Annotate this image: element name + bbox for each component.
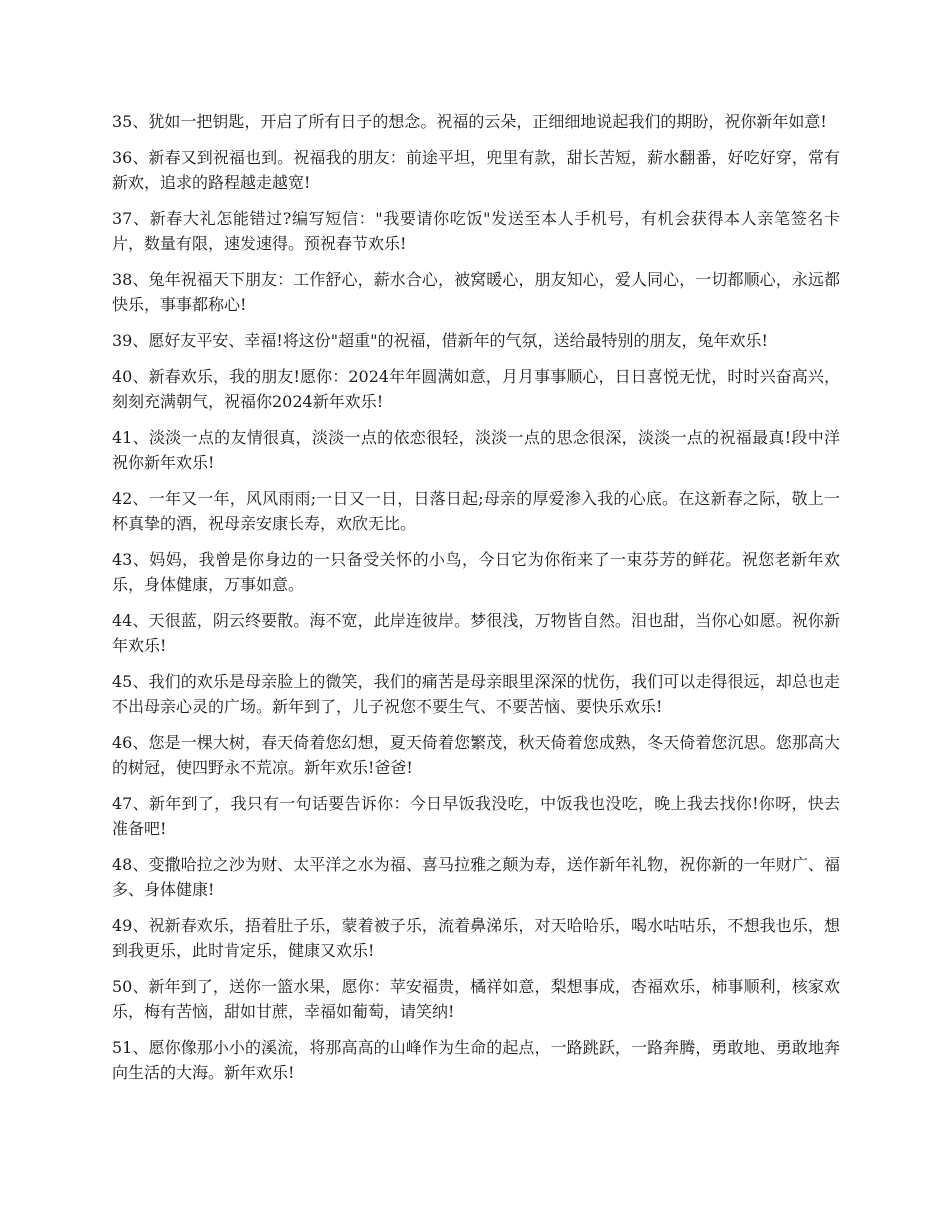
paragraph-40: 40、新春欢乐，我的朋友!愿你：2024年年圆满如意，月月事事顺心，日日喜悦无忧，时时兴奋高兴，刻刻充满朝气，祝福你2024新年欢乐! bbox=[112, 367, 840, 411]
paragraph-44: 44、天很蓝，阴云终要散。海不宽，此岸连彼岸。梦很浅，万物皆自然。泪也甜，当你心如愿。祝你新年欢乐! bbox=[112, 611, 840, 655]
paragraph-43: 43、妈妈，我曾是你身边的一只备受关怀的小鸟，今日它为你衔来了一束芬芳的鲜花。祝您老新年欢乐，身体健康，万事如意。 bbox=[112, 550, 840, 594]
paragraph-37: 37、新春大礼怎能错过?编写短信："我要请你吃饭"发送至本人手机号，有机会获得本人亲笔签名卡片，数量有限，速发速得。预祝春节欢乐! bbox=[112, 209, 840, 253]
paragraph-47: 47、新年到了，我只有一句话要告诉你：今日早饭我没吃，中饭我也没吃，晚上我去找你!你呀，快去准备吧! bbox=[112, 794, 840, 838]
paragraph-49: 49、祝新春欢乐，捂着肚子乐，蒙着被子乐，流着鼻涕乐，对天哈哈乐，喝水咕咕乐，不想我也乐，想到我更乐，此时肯定乐，健康又欢乐! bbox=[112, 916, 840, 960]
paragraph-48: 48、变撒哈拉之沙为财、太平洋之水为福、喜马拉雅之颠为寿，送作新年礼物，祝你新的一年财广、福多、身体健康! bbox=[112, 855, 840, 899]
paragraph-39: 39、愿好友平安、幸福!将这份"超重"的祝福，借新年的气氛，送给最特别的朋友，兔年欢乐! bbox=[112, 331, 768, 350]
paragraph-50: 50、新年到了，送你一篮水果，愿你：苹安福贵，橘祥如意，梨想事成，杏福欢乐，柿事顺利，核家欢乐，梅有苦恼，甜如甘蔗，幸福如葡萄，请笑纳! bbox=[112, 977, 840, 1021]
paragraph-51: 51、愿你像那小小的溪流，将那高高的山峰作为生命的起点，一路跳跃，一路奔腾，勇敢地、勇敢地奔向生活的大海。新年欢乐! bbox=[112, 1038, 840, 1082]
paragraph-35: 35、犹如一把钥匙，开启了所有日子的想念。祝福的云朵，正细细地说起我们的期盼，祝你新年如意! bbox=[112, 112, 827, 131]
paragraph-36: 36、新春又到祝福也到。祝福我的朋友：前途平坦，兜里有款，甜长苦短，薪水翻番，好吃好穿，常有新欢，追求的路程越走越宽! bbox=[112, 148, 840, 192]
document-body bbox=[112, 109, 840, 1096]
paragraph-46: 46、您是一棵大树，春天倚着您幻想，夏天倚着您繁茂，秋天倚着您成熟，冬天倚着您沉思。您那高大的树冠，使四野永不荒凉。新年欢乐!爸爸! bbox=[112, 733, 840, 777]
paragraph-41: 41、淡淡一点的友情很真，淡淡一点的依恋很轻，淡淡一点的思念很深，淡淡一点的祝福最真!段中洋祝你新年欢乐! bbox=[112, 428, 840, 472]
paragraph-38: 38、兔年祝福天下朋友：工作舒心，薪水合心，被窝暖心，朋友知心，爱人同心，一切都顺心，永远都快乐，事事都称心! bbox=[112, 270, 840, 314]
paragraph-42: 42、一年又一年，风风雨雨;一日又一日，日落日起;母亲的厚爱渗入我的心底。在这新春之际，敬上一杯真挚的酒，祝母亲安康长寿，欢欣无比。 bbox=[112, 489, 840, 533]
paragraph-45: 45、我们的欢乐是母亲脸上的微笑，我们的痛苦是母亲眼里深深的忧伤，我们可以走得很远，却总也走不出母亲心灵的广场。新年到了，儿子祝您不要生气、不要苦恼、要快乐欢乐! bbox=[112, 672, 840, 716]
